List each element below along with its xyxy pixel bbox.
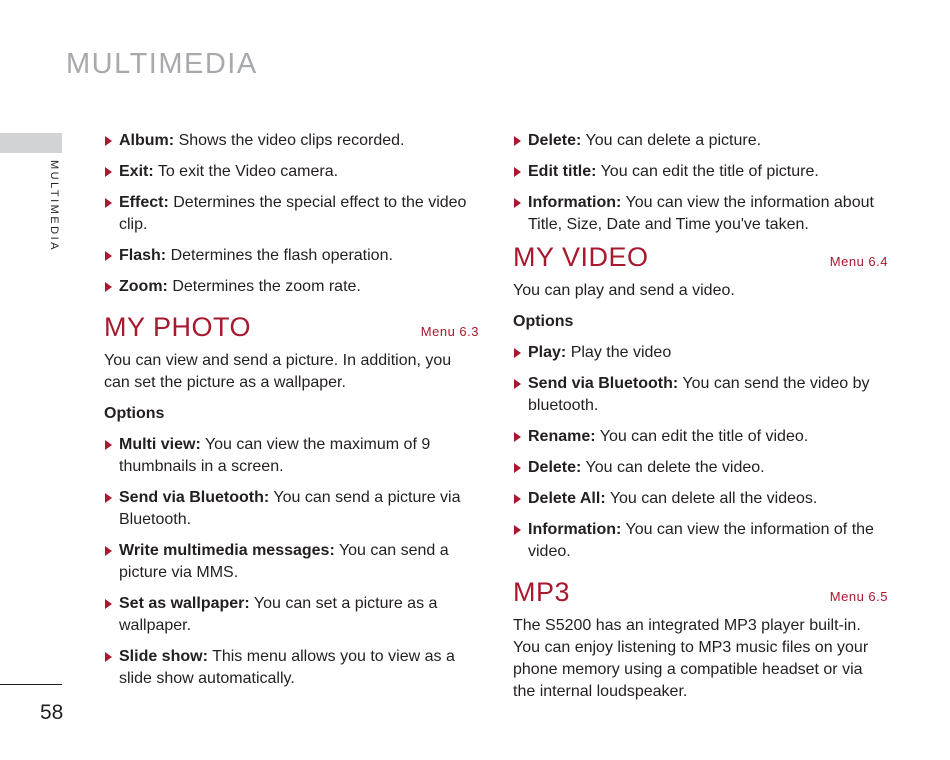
list-item xyxy=(104,245,479,267)
item-text: Determines the special effect to the video clip. xyxy=(119,194,467,233)
list-item xyxy=(104,192,479,236)
list-item xyxy=(513,373,888,417)
item-term: Album: xyxy=(119,132,175,149)
section-title: MP3 xyxy=(513,577,571,607)
item-term: Effect: xyxy=(119,194,169,211)
bullet-arrow-icon xyxy=(514,167,521,177)
section-heading-mp3 xyxy=(513,577,888,608)
section-title: MY PHOTO xyxy=(104,312,252,342)
right-column xyxy=(513,130,888,712)
item-term: Send via Bluetooth: xyxy=(119,489,270,506)
menu-reference: Menu 6.4 xyxy=(829,254,888,269)
side-label: MULTIMEDIA xyxy=(48,160,60,253)
page-header: MULTIMEDIA xyxy=(66,48,258,80)
bullet-arrow-icon xyxy=(514,198,521,208)
item-term: Delete All: xyxy=(528,490,606,507)
bullet-arrow-icon xyxy=(105,198,112,208)
left-column xyxy=(104,130,479,699)
bullet-arrow-icon xyxy=(514,136,521,146)
item-text: Play the video xyxy=(570,344,672,361)
item-text: You can delete a picture. xyxy=(585,132,762,149)
item-text: You can view the maximum of 9 thumbnails in a screen. xyxy=(119,436,431,475)
list-item xyxy=(513,426,888,448)
list-item xyxy=(513,519,888,563)
bullet-arrow-icon xyxy=(105,599,112,609)
bullet-arrow-icon xyxy=(105,167,112,177)
bullet-arrow-icon xyxy=(514,525,521,535)
item-text: This menu allows you to view as a slide show automatically. xyxy=(119,648,455,687)
section-intro: You can play and send a video. xyxy=(513,282,735,299)
item-term: Flash: xyxy=(119,247,167,264)
section-heading-my-video xyxy=(513,242,888,273)
list-item xyxy=(104,593,479,637)
list-item xyxy=(513,488,888,510)
item-term: Information: xyxy=(528,521,622,538)
section-intro: You can view and send a picture. In addition, you can set the picture as a wallpaper. xyxy=(104,352,452,391)
options-label: Options xyxy=(104,405,165,422)
side-tab xyxy=(0,133,62,153)
footer-rule xyxy=(0,684,62,685)
item-text: Determines the flash operation. xyxy=(170,247,393,264)
section-title: MY VIDEO xyxy=(513,242,649,272)
item-term: Edit title: xyxy=(528,163,597,180)
bullet-arrow-icon xyxy=(105,251,112,261)
bullet-arrow-icon xyxy=(105,652,112,662)
list-item xyxy=(104,276,479,298)
bullet-arrow-icon xyxy=(105,282,112,292)
item-text: You can view the information about Title, Size, Date and Time you've taken. xyxy=(528,194,874,233)
list-item xyxy=(513,457,888,479)
bullet-arrow-icon xyxy=(105,136,112,146)
item-text: You can edit the title of picture. xyxy=(600,163,819,180)
bullet-arrow-icon xyxy=(105,493,112,503)
item-term: Delete: xyxy=(528,459,582,476)
list-item xyxy=(104,646,479,690)
item-term: Rename: xyxy=(528,428,596,445)
item-text: You can edit the title of video. xyxy=(599,428,809,445)
section-intro: The S5200 has an integrated MP3 player built-in. You can enjoy listening to MP3 music files on your phone memory using a compatible headset or via the internal loudspeaker. xyxy=(513,617,869,700)
bullet-arrow-icon xyxy=(514,494,521,504)
list-item xyxy=(104,434,479,478)
item-term: Set as wallpaper: xyxy=(119,595,250,612)
item-text: You can delete the video. xyxy=(585,459,765,476)
item-text: You can set a picture as a wallpaper. xyxy=(119,595,438,634)
bullet-arrow-icon xyxy=(514,379,521,389)
list-item xyxy=(104,161,479,183)
bullet-arrow-icon xyxy=(514,432,521,442)
item-term: Zoom: xyxy=(119,278,168,295)
list-item xyxy=(104,540,479,584)
item-term: Play: xyxy=(528,344,567,361)
list-item xyxy=(513,192,888,236)
bullet-arrow-icon xyxy=(514,463,521,473)
item-text: Shows the video clips recorded. xyxy=(178,132,405,149)
item-term: Send via Bluetooth: xyxy=(528,375,679,392)
item-term: Information: xyxy=(528,194,622,211)
bullet-arrow-icon xyxy=(105,546,112,556)
item-term: Write multimedia messages: xyxy=(119,542,335,559)
item-text: To exit the Video camera. xyxy=(157,163,339,180)
list-item xyxy=(104,130,479,152)
list-item xyxy=(513,161,888,183)
item-text: You can send the video by bluetooth. xyxy=(528,375,870,414)
item-text: Determines the zoom rate. xyxy=(172,278,361,295)
options-label: Options xyxy=(513,313,574,330)
list-item xyxy=(513,130,888,152)
bullet-arrow-icon xyxy=(514,348,521,358)
item-term: Exit: xyxy=(119,163,154,180)
item-term: Slide show: xyxy=(119,648,208,665)
bullet-arrow-icon xyxy=(105,440,112,450)
item-text: You can delete all the videos. xyxy=(609,490,818,507)
list-item xyxy=(513,342,888,364)
item-text: You can send a picture via MMS. xyxy=(119,542,449,581)
item-text: You can view the information of the video. xyxy=(528,521,874,560)
item-term: Delete: xyxy=(528,132,582,149)
section-heading-my-photo xyxy=(104,312,479,343)
item-text: You can send a picture via Bluetooth. xyxy=(119,489,461,528)
page-number: 58 xyxy=(40,701,64,724)
menu-reference: Menu 6.3 xyxy=(420,324,479,339)
item-term: Multi view: xyxy=(119,436,201,453)
list-item xyxy=(104,487,479,531)
menu-reference: Menu 6.5 xyxy=(829,589,888,604)
